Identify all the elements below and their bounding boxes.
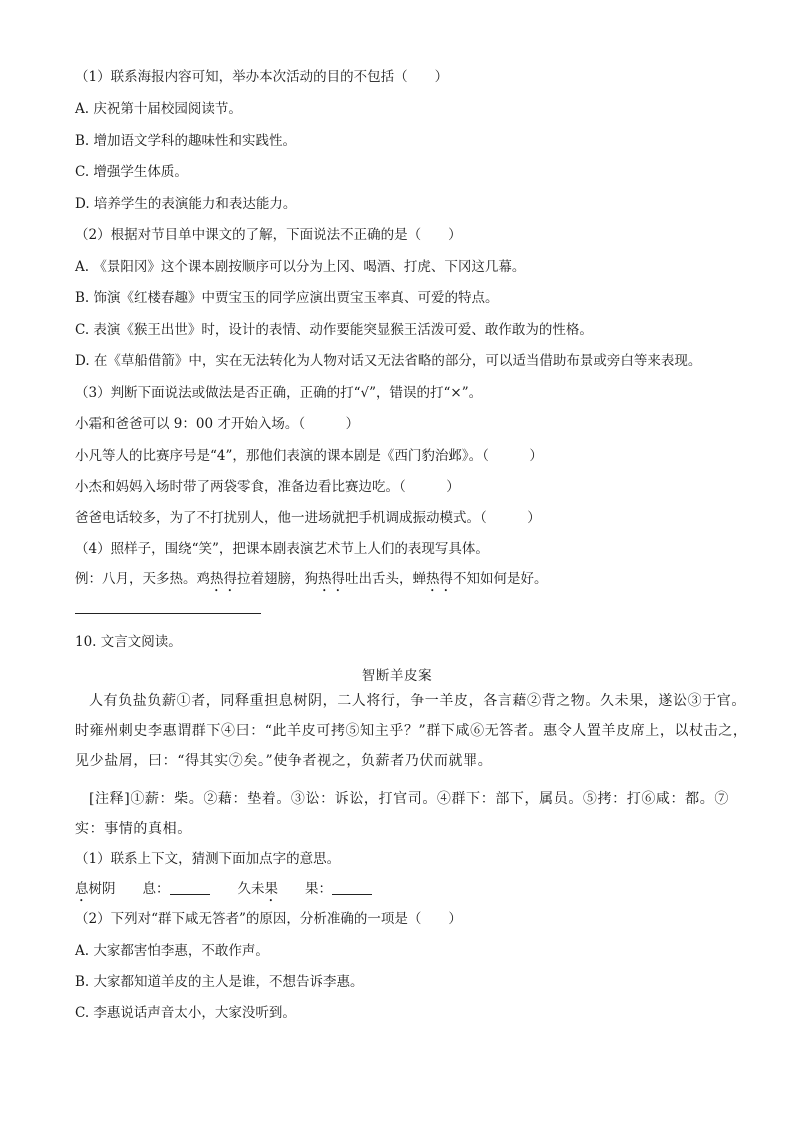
passage-line-3: 见少盐屑，曰：“得其实⑦矣。”使争者视之，负薪者乃伏而就罪。 <box>75 753 493 769</box>
q9-s2-stem: （2）根据对节目单中课文的了解，下面说法不正确的是（ ） <box>75 227 462 243</box>
q9-s3-stem: （3）判断下面说法或做法是否正确，正确的打“√”，错误的打“×”。 <box>75 385 483 401</box>
passage-line-1: 人有负盐负薪①者，同释重担息树阴，二人将行，争一羊皮，各言藉②背之物。久未果，遂讼③于官。 <box>89 693 746 709</box>
passage-line-2: 时雍州刺史李惠谓群下④曰：“此羊皮可拷⑤知主乎？”群下咸⑥无答者。惠令人置羊皮席上，以杖击之， <box>75 723 748 739</box>
q9-s3-item-3: 小杰和妈妈入场时带了两袋零食，准备边看比赛边吃。（ ） <box>75 479 460 495</box>
q9-s2-option-a: A. 《景阳冈》这个课本剧按顺序可以分为上冈、喝酒、打虎、下冈这几幕。 <box>75 259 526 275</box>
q9-s3-item-4: 爸爸电话较多，为了不打扰别人，他一进场就把手机调成振动模式。（ ） <box>75 510 541 526</box>
word1-label: 息： <box>142 881 170 897</box>
word1-rest: 树阴 <box>88 881 116 897</box>
q9-s4-stem: （4）照样子，围绕“笑”，把课本剧表演艺术节上人们的表现写具体。 <box>75 541 489 557</box>
q10-s1-words <box>75 880 372 905</box>
example-dotted-1: 热得 <box>210 571 237 587</box>
q9-s3-item-1: 小霜和爸爸可以 9：00 才开始入场。（ ） <box>75 416 360 432</box>
example-dotted-2: 热得 <box>318 571 345 587</box>
word2-pre: 久未 <box>237 881 265 897</box>
word1-dotted: 息 <box>75 881 89 897</box>
q9-s1-option-a: A. 庆祝第十届校园阅读节。 <box>75 101 242 117</box>
q9-s4-example <box>75 570 548 595</box>
word2-blank[interactable] <box>332 880 372 895</box>
q10-s2-option-c: C. 李惠说话声音太小，大家没听到。 <box>75 1005 296 1021</box>
q9-s2-option-b: B. 饰演《红楼春趣》中贾宝玉的同学应演出贾宝玉率真、可爱的特点。 <box>75 290 499 306</box>
q9-s1-stem: （1）联系海报内容可知，举办本次活动的目的不包括（ ） <box>75 69 449 85</box>
q9-s3-item-2: 小凡等人的比赛序号是“4”，那他们表演的课本剧是《西门豹治邺》。（ ） <box>75 448 543 464</box>
q9-s1-option-d: D. 培养学生的表演能力和表达能力。 <box>75 196 297 212</box>
word2-dotted: 果 <box>264 881 278 897</box>
q10-heading: 10. 文言文阅读。 <box>75 634 182 650</box>
example-dotted-3: 热得 <box>426 571 453 587</box>
q9-s2-option-d: D. 在《草船借箭》中，实在无法转化为人物对话又无法省略的部分，可以适当借助布景或旁白等来表现。 <box>75 353 702 369</box>
example-mid-2: 吐出舌头，蝉 <box>345 571 426 587</box>
word1-blank[interactable] <box>170 880 210 895</box>
q10-s2-stem: （2）下列对“群下咸无答者”的原因，分析准确的一项是（ ） <box>75 911 462 927</box>
q9-s1-option-c: C. 增强学生体质。 <box>75 164 188 180</box>
q10-s1-stem: （1）联系上下文，猜测下面加点字的意思。 <box>75 851 341 867</box>
q10-s2-option-b: B. 大家都知道羊皮的主人是谁，不想告诉李惠。 <box>75 974 364 990</box>
q9-s1-option-b: B. 增加语文学科的趣味性和实践性。 <box>75 133 297 149</box>
example-mid-1: 拉着翅膀，狗 <box>237 571 318 587</box>
passage-title: 智断羊皮案 <box>361 668 433 684</box>
notes-line-1: [注释]①薪：柴。②藉：垫着。③讼：诉讼，打官司。④群下：部下，属员。⑤拷：打⑥咸：都。⑦ <box>89 791 729 807</box>
word2-label: 果： <box>305 881 332 897</box>
example-prefix: 例：八月，天多热。鸡 <box>75 571 210 587</box>
q9-s2-option-c: C. 表演《猴王出世》时，设计的表情、动作要能突显猴王活泼可爱、敢作敢为的性格。 <box>75 322 593 338</box>
example-suffix: 不知如何是好。 <box>453 571 548 587</box>
q10-s2-option-a: A. 大家都害怕李惠，不敢作声。 <box>75 943 269 959</box>
answer-line <box>75 613 261 614</box>
notes-line-2: 实：事情的真相。 <box>75 821 192 837</box>
